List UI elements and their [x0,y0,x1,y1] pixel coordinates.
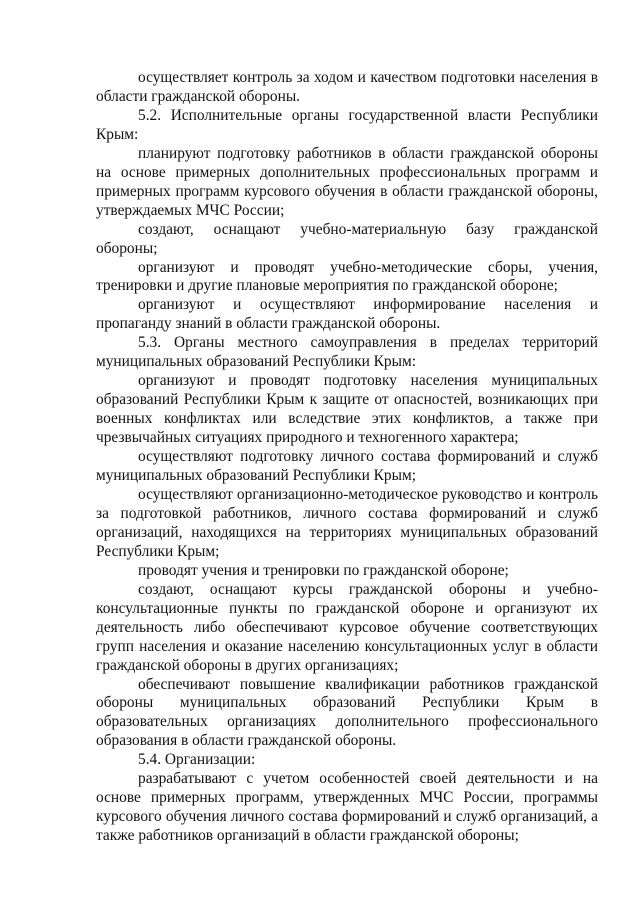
paragraph-courses: создают, оснащают курсы гражданской обороны и учебно-консультационные пункты по гражданской обороне и организуют их деятельность либо обеспечивают курсовое обучение соответствующих групп населения и оказание населению консультационных услуг в области гражданской обороны в других организациях; [96,580,598,674]
paragraph-methodical-guidance: осуществляют организационно-методическое руководство и контроль за подготовкой работников, личного состава формирований и служб организаций, находящихся на территориях муниципальных образований Республики Крым; [96,485,598,560]
paragraph-conduct-exercises: проводят учения и тренировки по гражданской обороне; [138,561,509,579]
paragraph-plan-training: планируют подготовку работников в области гражданской обороны на основе примерных дополнительных профессиональных программ и примерных программ курсового обучения в области гражданской обороны, утверждаемых МЧС России; [96,144,598,219]
section-heading-5-4: 5.4. Организации: [138,751,256,769]
paragraph-organize-exercises: организуют и проводят учебно-методические сборы, учения, тренировки и другие плановые мероприятия по гражданской обороне; [96,258,598,295]
paragraph-qualification: обеспечивают повышение квалификации работников гражданской обороны муниципальных образований Республики Крым в образовательных организациях дополнительного профессионального образования в области гражданской обороны. [96,675,598,750]
section-heading-5-2: 5.2. Исполнительные органы государственной власти Республики Крым: [96,106,598,143]
paragraph-personnel-training: осуществляют подготовку личного состава формирований и служб муниципальных образований Республики Крым; [96,448,598,485]
paragraph-develop-programs: разрабатывают с учетом особенностей своей деятельности и на основе примерных программ, утвержденных МЧС России, программы курсового обучения личного состава формирований и служб организаций, а также работников организаций в области гражданской обороны; [96,770,598,845]
section-heading-5-3: 5.3. Органы местного самоуправления в пределах территорий муниципальных образований Республики Крым: [96,334,598,371]
paragraph-inform-population: организуют и осуществляют информирование населения и пропаганду знаний в области гражданской обороны. [96,296,598,333]
paragraph-population-training: организуют и проводят подготовку населения муниципальных образований Республики Крым к защите от опасностей, возникающих при военных конфликтах или вследствие этих конфликтов, а также при чрезвычайных ситуациях природного и техногенного характера; [96,372,598,447]
document-body [96,69,598,846]
paragraph-control: осуществляет контроль за ходом и качеством подготовки населения в области гражданской обороны. [96,69,598,105]
paragraph-create-base: создают, оснащают учебно-материальную базу гражданской обороны; [96,220,598,257]
